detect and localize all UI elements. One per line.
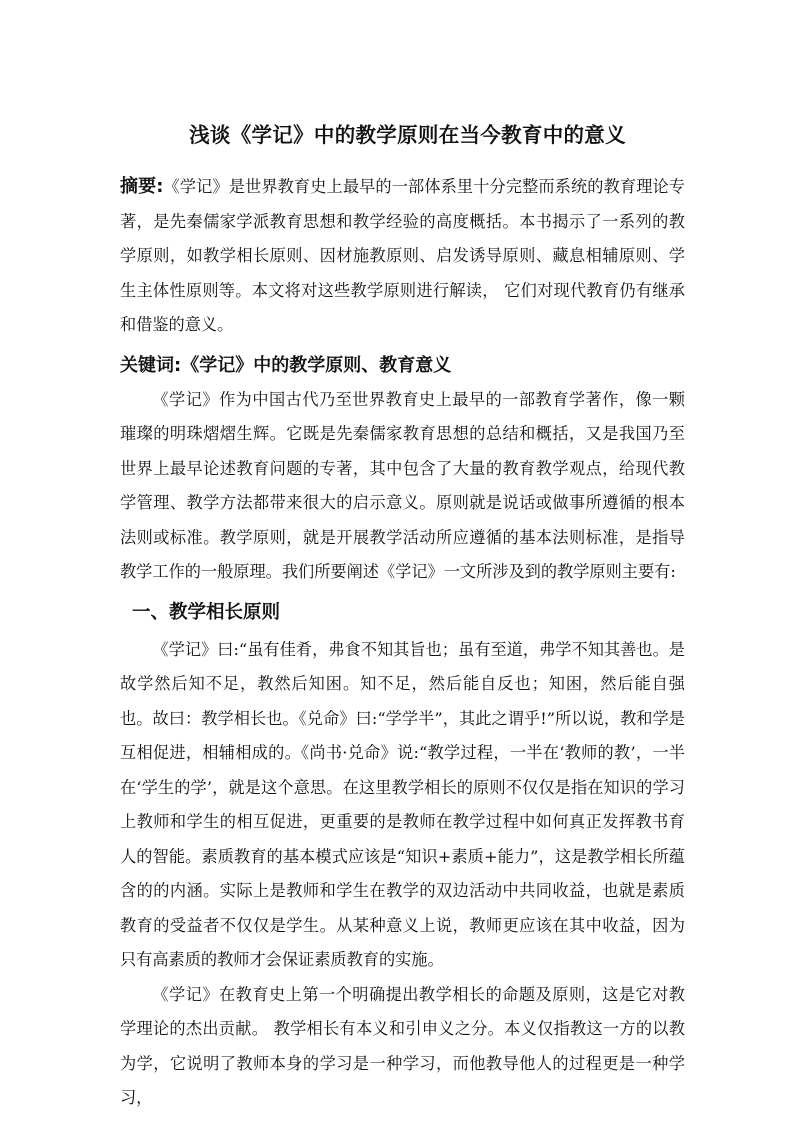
section-heading: 一、教学相长原则 — [132, 601, 281, 623]
document-title: 浅谈《学记》中的教学原则在当今教育中的意义 — [189, 123, 626, 147]
abstract-label: 摘要: — [120, 176, 164, 197]
section-paragraph: 《学记》曰:“虽有佳肴，弗食不知其旨也；虽有至道，弗学不知其善也。是故学然后知不足，教然后知困。知不足，然后能自反也；知困，然后能自强也。故曰：教学相长也。《兑命》曰:“学学半”，其此之谓乎!”所以说，教和学是互相促进，相辅相成的。《尚书·兑命》说:“教学过程，一半在‘教师的教’，一半在‘学生的学’，就是这个意思。在这里教学相长的原则不仅仅是指在知识的学习上教师和学生的相互促进，更重要的是教师在教学过程中如何真正发挥教书育人的智能。素质教育的基本模式应该是“知识+素质+能力”，这是教学相长所蕴含的的内涵。实际上是教师和学生在教学的双边活动中共同收益，也就是素质教育的受益者不仅仅是学生。从某种意义上说，教师更应该在其中收益，因为只有高素质的教师才会保证素质教育的实施。 — [120, 639, 685, 969]
document-page — [120, 115, 685, 1116]
section-paragraph: 《学记》在教育史上第一个明确提出教学相长的命题及原则，这是它对教学理论的杰出贡献。 教学相长有本义和引申义之分。本义仅指教这一方的以教为学，它说明了教师本身的学习是一种学习，而他教导他人的过程更是一种学习， — [120, 984, 685, 1107]
abstract-text: 《学记》是世界教育史上最早的一部体系里十分完整而系统的教育理论专著，是先秦儒家学派教育思想和教学经验的高度概括。本书揭示了一系列的教学原则，如教学相长原则、因材施教原则、启发诱导原则、藏息相辅原则、学生主体性原则等。本文将对这些教学原则进行解读， 它们对现代教育仍有继承和借鉴的意义。 — [120, 177, 685, 334]
abstract — [120, 170, 685, 343]
intro-paragraph: 《学记》作为中国古代乃至世界教育史上最早的一部教育学著作，像一颗璀璨的明珠熠熠生辉。它既是先秦儒家教育思想的总结和概括，又是我国乃至世界上最早论述教育问题的专著，其中包含了大量的教育教学观点，给现代教学管理、教学方法都带来很大的启示意义。原则就是说话或做事所遵循的根本法则或标准。教学原则，就是开展教学活动所应遵循的基本法则标准，是指导教学工作的一般原理。我们所要阐述《学记》一文所涉及到的教学原则主要有: — [120, 389, 685, 581]
keywords: 关键词:《学记》中的教学原则、教育意义 — [120, 354, 452, 376]
